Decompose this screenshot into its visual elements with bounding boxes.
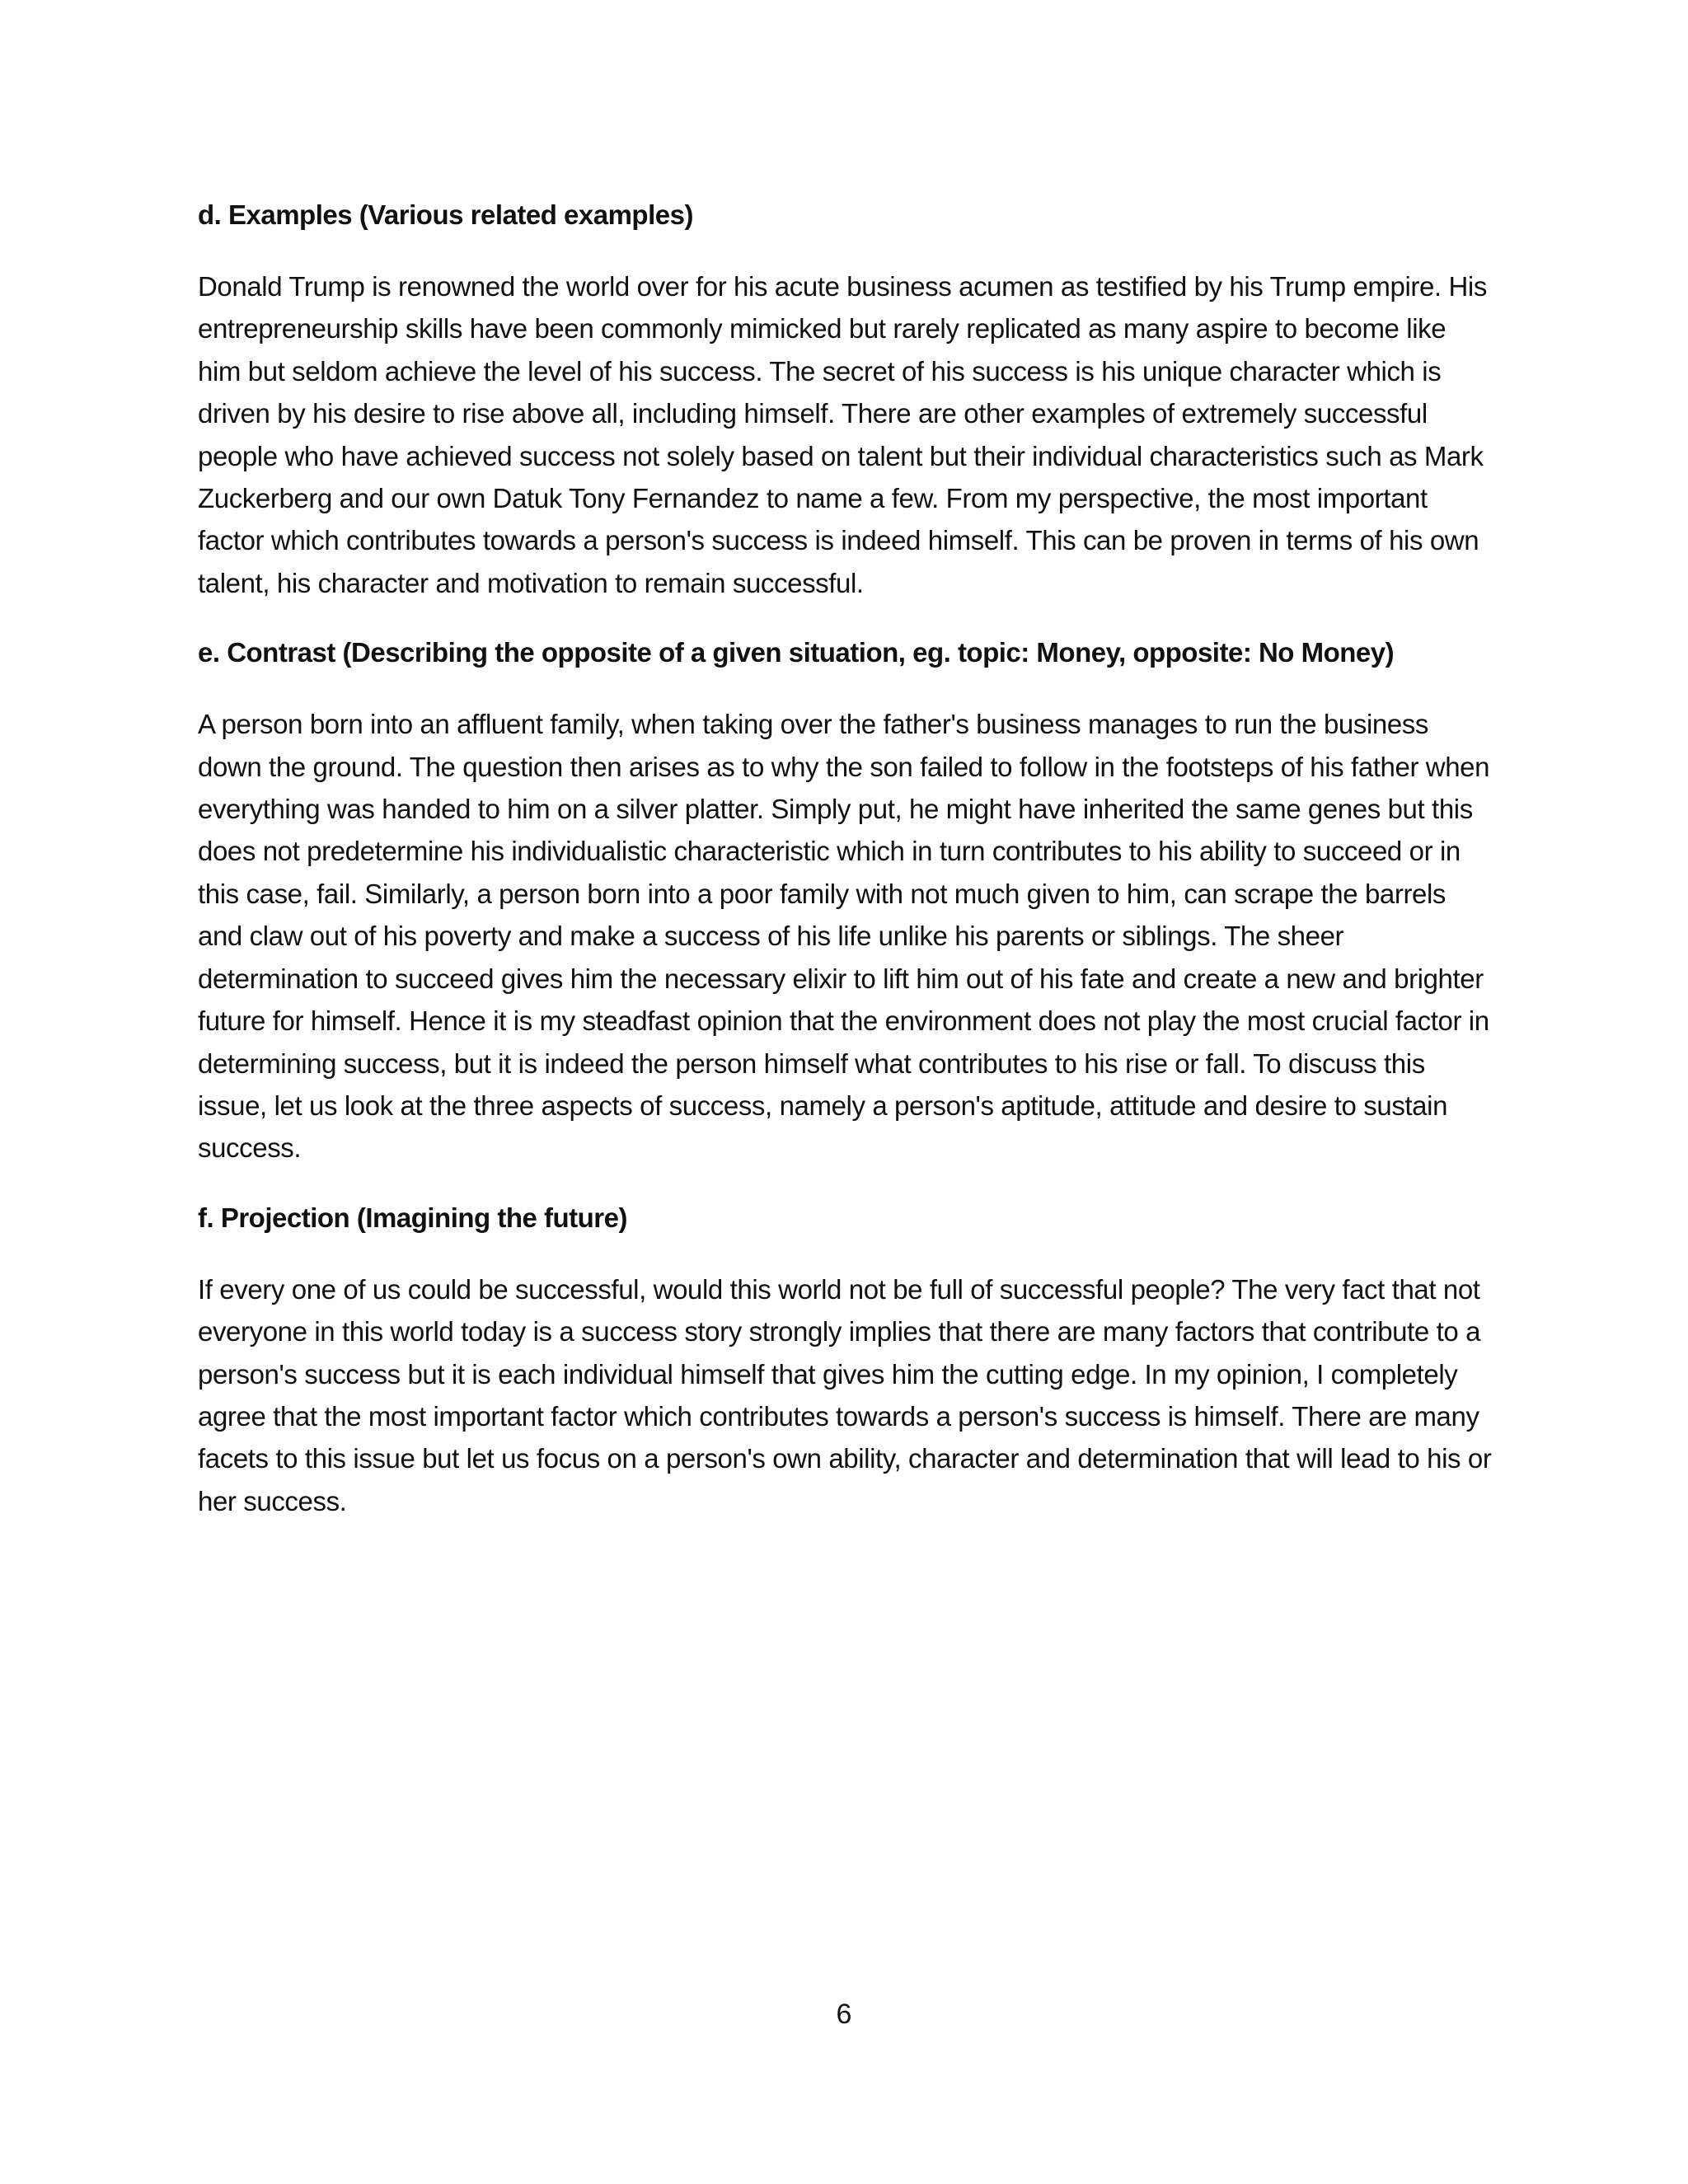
page-number: 6 bbox=[836, 1999, 852, 2030]
section-heading: e. Contrast (Describing the opposite of a given situation, eg. topic: Money, opposite: No Money) bbox=[198, 637, 1395, 668]
section-heading: f. Projection (Imagining the future) bbox=[198, 1202, 627, 1233]
section-paragraph: If every one of us could be successful, would this world not be full of successful people? The very fact that not everyone in this world today is a success story strongly implies that there are many factors that contribute to a person's success but it is each individual himself that gives him the cutting edge. In my opinion, I completely agree that the most important factor which contributes towards a person's success is himself. There are many facets to this issue but let us focus on a person's own ability, character and determination that will lead to his or her success. bbox=[198, 1273, 1492, 1516]
section-paragraph: A person born into an affluent family, when taking over the father's business manages to run the business down the ground. The question then arises as to why the son failed to follow in the footsteps of his father when everything was handed to him on a silver platter. Simply put, he might have inherited the same genes but this does not predetermine his individualistic characteristic which in turn contributes to his ability to succeed or in this case, fail. Similarly, a person born into a poor family with not much given to him, can scrape the barrels and claw out of his poverty and make a success of his life unlike his parents or siblings. The sheer determination to succeed gives him the necessary elixir to lift him out of his fate and create a new and brighter future for himself. Hence it is my steadfast opinion that the environment does not play the most crucial factor in determining success, but it is indeed the person himself what contributes to his rise or fall. To discuss this issue, let us look at the three aspects of success, namely a person's aptitude, attitude and desire to sustain success. bbox=[198, 709, 1490, 1164]
section-examples bbox=[198, 194, 1492, 604]
section-heading: d. Examples (Various related examples) bbox=[198, 199, 693, 230]
section-paragraph: Donald Trump is renowned the world over for his acute business acumen as testified by his Trump empire. His entrepreneurship skills have been commonly mimicked but rarely replicated as many aspire to become like him but seldom achieve the level of his success. The secret of his success is his unique character which is driven by his desire to rise above all, including himself. There are other examples of extremely successful people who have achieved success not solely based on talent but their individual characteristics such as Mark Zuckerberg and our own Datuk Tony Fernandez to name a few. From my perspective, the most important factor which contributes towards a person's success is indeed himself. This can be proven in terms of his own talent, his character and motivation to remain successful. bbox=[198, 271, 1487, 598]
section-projection bbox=[198, 1197, 1492, 1522]
section-contrast bbox=[198, 632, 1492, 1169]
page-content bbox=[198, 194, 1492, 1550]
